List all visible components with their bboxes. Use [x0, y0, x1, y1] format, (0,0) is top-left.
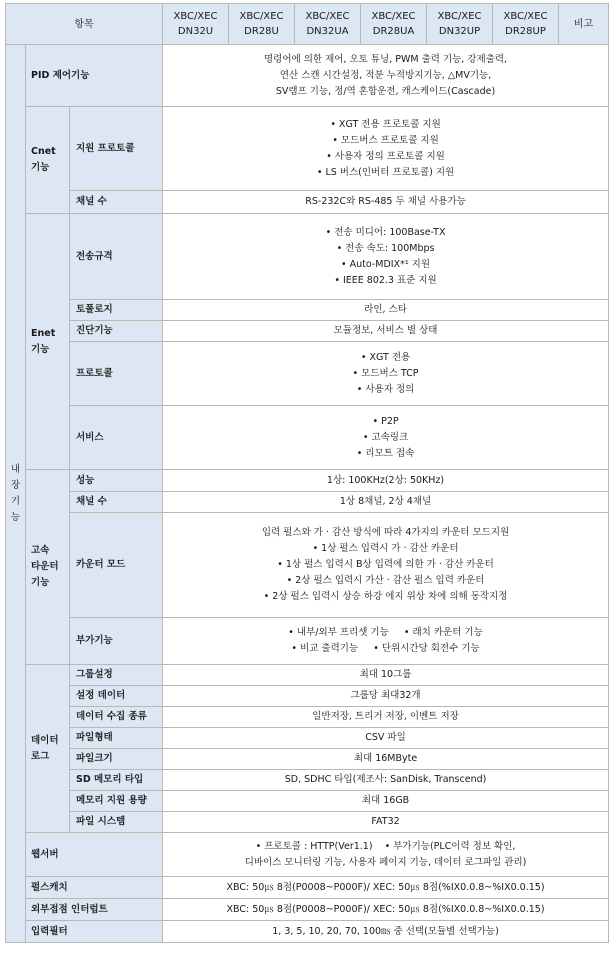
enet-protocol-label: 프로토콜	[70, 342, 163, 406]
datalog-row-value: CSV 파일	[163, 728, 609, 749]
enet-spec-row	[6, 214, 609, 300]
enet-protocol-value: • XGT 전용 • 모드버스 TCP • 사용자 정의	[163, 342, 609, 406]
datalog-row-label: 설정 데이터	[70, 686, 163, 707]
counter-channel-value: 1상 8채널, 2상 4채널	[163, 492, 609, 513]
counter-extra-label: 부가기능	[70, 618, 163, 665]
counter-mode-row	[6, 513, 609, 618]
webserver-row	[6, 833, 609, 877]
header-model-2: XBC/XEC DR28U	[229, 4, 295, 45]
pulse-catch-value: XBC: 50㎲ 8점(P0008~P000F)/ XEC: 50㎲ 8점(%IX0.0.8~%IX0.0.15)	[163, 877, 609, 899]
header-model-1: XBC/XEC DN32U	[163, 4, 229, 45]
header-model-4: XBC/XEC DR28UA	[361, 4, 427, 45]
enet-spec-label: 전송규격	[70, 214, 163, 300]
enet-topology-value: 라인, 스타	[163, 300, 609, 321]
enet-diag-value: 모듈정보, 서비스 별 상태	[163, 321, 609, 342]
counter-extra-value: • 내부/외부 프리셋 기능 • 래치 카운터 기능 • 비교 출력기능 • 단위시간당 회전수 기능	[163, 618, 609, 665]
enet-diag-row	[6, 321, 609, 342]
enet-service-label: 서비스	[70, 406, 163, 470]
enet-topology-label: 토폴로지	[70, 300, 163, 321]
datalog-row-value: 최대 10그룹	[163, 665, 609, 686]
header-model-5: XBC/XEC DN32UP	[427, 4, 493, 45]
pid-row	[6, 45, 609, 107]
header-model-6: XBC/XEC DR28UP	[493, 4, 559, 45]
datalog-row	[6, 812, 609, 833]
header-row	[6, 4, 609, 45]
header-model-3: XBC/XEC DN32UA	[295, 4, 361, 45]
datalog-row-label: 파일형태	[70, 728, 163, 749]
counter-mode-label: 카운터 모드	[70, 513, 163, 618]
cnet-channel-row	[6, 191, 609, 214]
datalog-row-label: 파일크기	[70, 749, 163, 770]
cnet-protocol-value: • XGT 전용 프로토콜 지원 • 모드버스 프로토콜 지원 • 사용자 정의 프로토콜 지원 • LS 버스(인버터 프로토콜) 지원	[163, 107, 609, 191]
counter-channel-label: 채널 수	[70, 492, 163, 513]
enet-label: Enet 기능	[26, 214, 70, 470]
datalog-row-value: SD, SDHC 타입(제조사: SanDisk, Transcend)	[163, 770, 609, 791]
cnet-protocol-label: 지원 프로토콜	[70, 107, 163, 191]
ext-interrupt-label: 외부접점 인터럽트	[26, 899, 163, 921]
datalog-row-value: 최대 16MByte	[163, 749, 609, 770]
datalog-row-label: 데이터 수집 종류	[70, 707, 163, 728]
enet-diag-label: 진단기능	[70, 321, 163, 342]
counter-extra-row	[6, 618, 609, 665]
webserver-value: • 프로토콜 : HTTP(Ver1.1) • 부가기능(PLC이력 정보 확인, 디바이스 모니터링 기능, 사용자 페이지 기능, 데이터 로그파일 관리)	[163, 833, 609, 877]
datalog-row	[6, 665, 609, 686]
datalog-row-value: 일반저장, 트리거 저장, 이벤트 저장	[163, 707, 609, 728]
datalog-row-label: SD 메모리 타입	[70, 770, 163, 791]
input-filter-value: 1, 3, 5, 10, 20, 70, 100㎳ 중 선택(모듈별 선택가능)	[163, 921, 609, 943]
pid-label: PID 제어기능	[26, 45, 163, 107]
datalog-row-label: 그룹설정	[70, 665, 163, 686]
counter-perf-value: 1상: 100KHz(2상: 50KHz)	[163, 470, 609, 492]
enet-spec-value: • 전송 미디어: 100Base-TX • 전송 속도: 100Mbps • Auto-MDIX*¹ 지원 • IEEE 802.3 표준 지원	[163, 214, 609, 300]
pulse-catch-label: 펄스캐치	[26, 877, 163, 899]
builtin-function-label: 내 장 기 능	[6, 45, 26, 943]
counter-mode-value: 입력 펄스와 가 · 감산 방식에 따라 4가지의 카운터 모드지원 • 1상 펄스 입력시 가 · 감산 카운터 • 1상 펄스 입력시 B상 입력에 의한 가 · 감산 카운터 • 2상 펄스 입력시 가산 · 감산 펄스 입력 카운터 • 2상 펄스 입력시 상승 하강 에지 위상 차에 의해 동작지정	[163, 513, 609, 618]
header-item: 항목	[6, 4, 163, 45]
cnet-channel-label: 채널 수	[70, 191, 163, 214]
datalog-row-value: FAT32	[163, 812, 609, 833]
datalog-row	[6, 728, 609, 749]
datalog-row	[6, 686, 609, 707]
counter-channel-row	[6, 492, 609, 513]
enet-service-value: • P2P • 고속링크 • 리모트 접속	[163, 406, 609, 470]
input-filter-row	[6, 921, 609, 943]
datalog-row-label: 메모리 지원 용량	[70, 791, 163, 812]
counter-perf-label: 성능	[70, 470, 163, 492]
input-filter-label: 입력필터	[26, 921, 163, 943]
webserver-label: 웹서버	[26, 833, 163, 877]
ext-interrupt-row	[6, 899, 609, 921]
enet-service-row	[6, 406, 609, 470]
datalog-row-label: 파일 시스템	[70, 812, 163, 833]
datalog-row	[6, 791, 609, 812]
datalog-row	[6, 749, 609, 770]
datalog-row-value: 최대 16GB	[163, 791, 609, 812]
counter-perf-row	[6, 470, 609, 492]
datalog-row	[6, 770, 609, 791]
datalog-row	[6, 707, 609, 728]
pid-value: 명령어에 의한 제어, 오토 튜닝, PWM 출력 기능, 강제출력, 연산 스캔 시간설정, 적분 누적방지기능, △MV기능, SV램프 기능, 정/역 혼합운전, 캐스케이드(Cascade)	[163, 45, 609, 107]
spec-table	[5, 3, 609, 943]
enet-protocol-row	[6, 342, 609, 406]
header-note: 비고	[559, 4, 609, 45]
cnet-protocol-row	[6, 107, 609, 191]
ext-interrupt-value: XBC: 50㎲ 8점(P0008~P000F)/ XEC: 50㎲ 8점(%IX0.0.8~%IX0.0.15)	[163, 899, 609, 921]
pulse-catch-row	[6, 877, 609, 899]
enet-topology-row	[6, 300, 609, 321]
counter-label: 고속 타운터 기능	[26, 470, 70, 665]
cnet-channel-value: RS-232C와 RS-485 두 채널 사용가능	[163, 191, 609, 214]
datalog-row-value: 그룹당 최대32개	[163, 686, 609, 707]
datalog-label: 데이터 로그	[26, 665, 70, 833]
cnet-label: Cnet 기능	[26, 107, 70, 214]
